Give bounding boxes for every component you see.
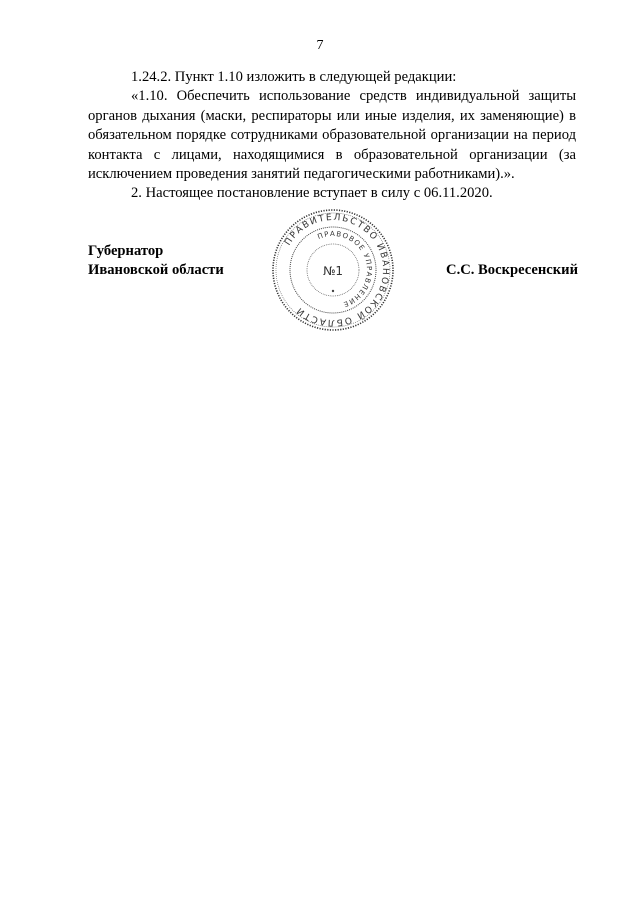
document-body xyxy=(88,68,576,204)
paragraph-2: «1.10. Обеспечить использование средств индивидуальной защиты органов дыхания (маски, респираторы или иные изделия, их заменяющие) в обязательном порядке сотрудниками образовательной организации на период контакта с лицами, находящимися в образовательной организации (за исключением проведения занятий педагогическими работниками).». xyxy=(88,88,576,183)
stamp-center-text: №1 xyxy=(322,264,344,278)
paragraph-1: 1.24.2. Пункт 1.10 изложить в следующей редакции: xyxy=(131,69,457,85)
paragraph-3: 2. Настоящее постановление вступает в силу с 06.11.2020. xyxy=(131,185,493,202)
signatory-title xyxy=(88,242,224,281)
official-stamp xyxy=(271,208,395,332)
signatory-title-line-1: Губернатор xyxy=(88,243,164,259)
stamp-outer-text: ПРАВИТЕЛЬСТВО ИВАНОВСКОЙ ОБЛАСТИ xyxy=(283,212,391,328)
signature-block xyxy=(88,212,578,346)
page-number: 7 xyxy=(316,38,324,53)
signatory-name: С.С. Воскресенский xyxy=(446,262,578,278)
signatory-title-line-2: Ивановской области xyxy=(88,262,224,279)
stamp-inner-text: ПРАВОВОЕ УПРАВЛЕНИЕ xyxy=(316,229,374,309)
